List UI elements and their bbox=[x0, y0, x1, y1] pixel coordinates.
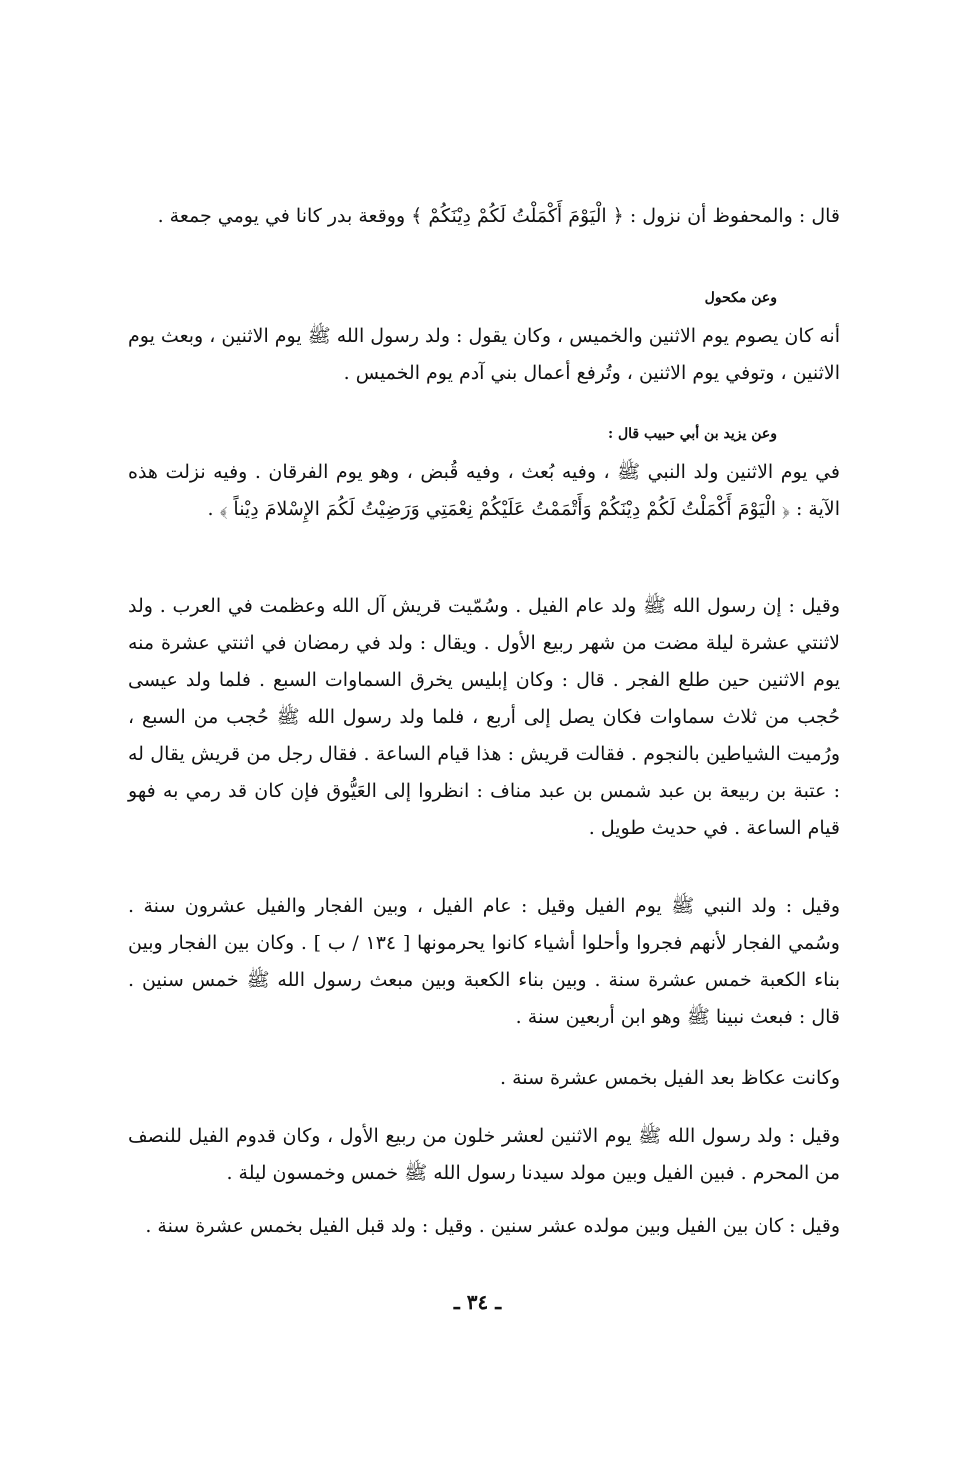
paragraph-3: في يوم الاثنين ولد النبي ﷺ ، وفيه بُعث ، وفيه قُبض ، وهو يوم الفرقان . وفيه نزلت هذه الآية : ﴿ الْيَوْمَ أَكْمَلْتُ لَكُمْ دِيْنَكُمْ وَأَتْمَمْتُ عَلَيْكُمْ نِعْمَتِي وَرَضِيْتُ لَكُمَ الإِسْلامَ دِيْناً ﴾ . bbox=[128, 461, 840, 520]
paragraph-2: أنه كان يصوم يوم الاثنين والخميس ، وكان يقول : ولد رسول الله ﷺ يوم الاثنين ، وبعث يوم الاثنين ، وتوفي يوم الاثنين ، وتُرفع أعمال بني آدم يوم الخميس . bbox=[128, 325, 840, 384]
page-number: ـ ٣٤ ـ bbox=[453, 1290, 502, 1314]
paragraph-7: وقيل : ولد رسول الله ﷺ يوم الاثنين لعشر خلون من ربيع الأول ، وكان قدوم الفيل للنصف من المحرم . فبين الفيل وبين مولد سيدنا رسول الله ﷺ خمس وخمسون ليلة . bbox=[128, 1125, 840, 1184]
paragraph-4: وقيل : إن رسول الله ﷺ ولد عام الفيل . وسُمّيت قريش آل الله وعظمت في العرب . ولد لاثنتي عشرة ليلة مضت من شهر ربيع الأول . ويقال : ولد في رمضان في اثنتي عشرة منه يوم الاثنين حين طلع الفجر . قال : وكان إبليس يخرق السماوات السبع . فلما ولد عيسى حُجب من ثلاث سماوات فكان يصل إلى أربع ، فلما ولد رسول الله ﷺ حُجب من السبع ، ورُميت الشياطين بالنجوم . فقالت قريش : هذا قيام الساعة . فقال رجل من قريش يقال له : عتبة بن ربيعة بن عبد شمس بن عبد مناف : انظروا إلى العَيُّوق فإن كان قد رمي به فهو قيام الساعة . في حديث طويل . bbox=[128, 595, 840, 839]
heading-yazid: وعن يزيد بن أبي حبيب قال : bbox=[607, 426, 777, 442]
paragraph-1: قال : والمحفوظ أن نزول : ﴿ الْيَوْمَ أَكْمَلْتُ لَكُمْ دِيْنَكُمْ ﴾ ووقعة بدر كانا في يومي جمعة . bbox=[157, 205, 840, 227]
paragraph-6: وكانت عكاظ بعد الفيل بخمس عشرة سنة . bbox=[499, 1067, 840, 1089]
paragraph-8: وقيل : كان بين الفيل وبين مولده عشر سنين . وقيل : ولد قبل الفيل بخمس عشرة سنة . bbox=[145, 1215, 840, 1237]
paragraph-5: وقيل : ولد النبي ﷺ يوم الفيل وقيل : عام الفيل ، وبين الفجار والفيل عشرون سنة . وسُمي الفجار لأنهم فجروا وأحلوا أشياء كانوا يحرمونها [ ١٣٤ / ب ] . وكان بين الفجار وبين بناء الكعبة خمس عشرة سنة . وبين بناء الكعبة وبين مبعث رسول الله ﷺ خمس سنين . قال : فبعث نبينا ﷺ وهو ابن أربعين سنة . bbox=[128, 895, 840, 1028]
heading-makhul: وعن مكحول bbox=[704, 290, 777, 306]
